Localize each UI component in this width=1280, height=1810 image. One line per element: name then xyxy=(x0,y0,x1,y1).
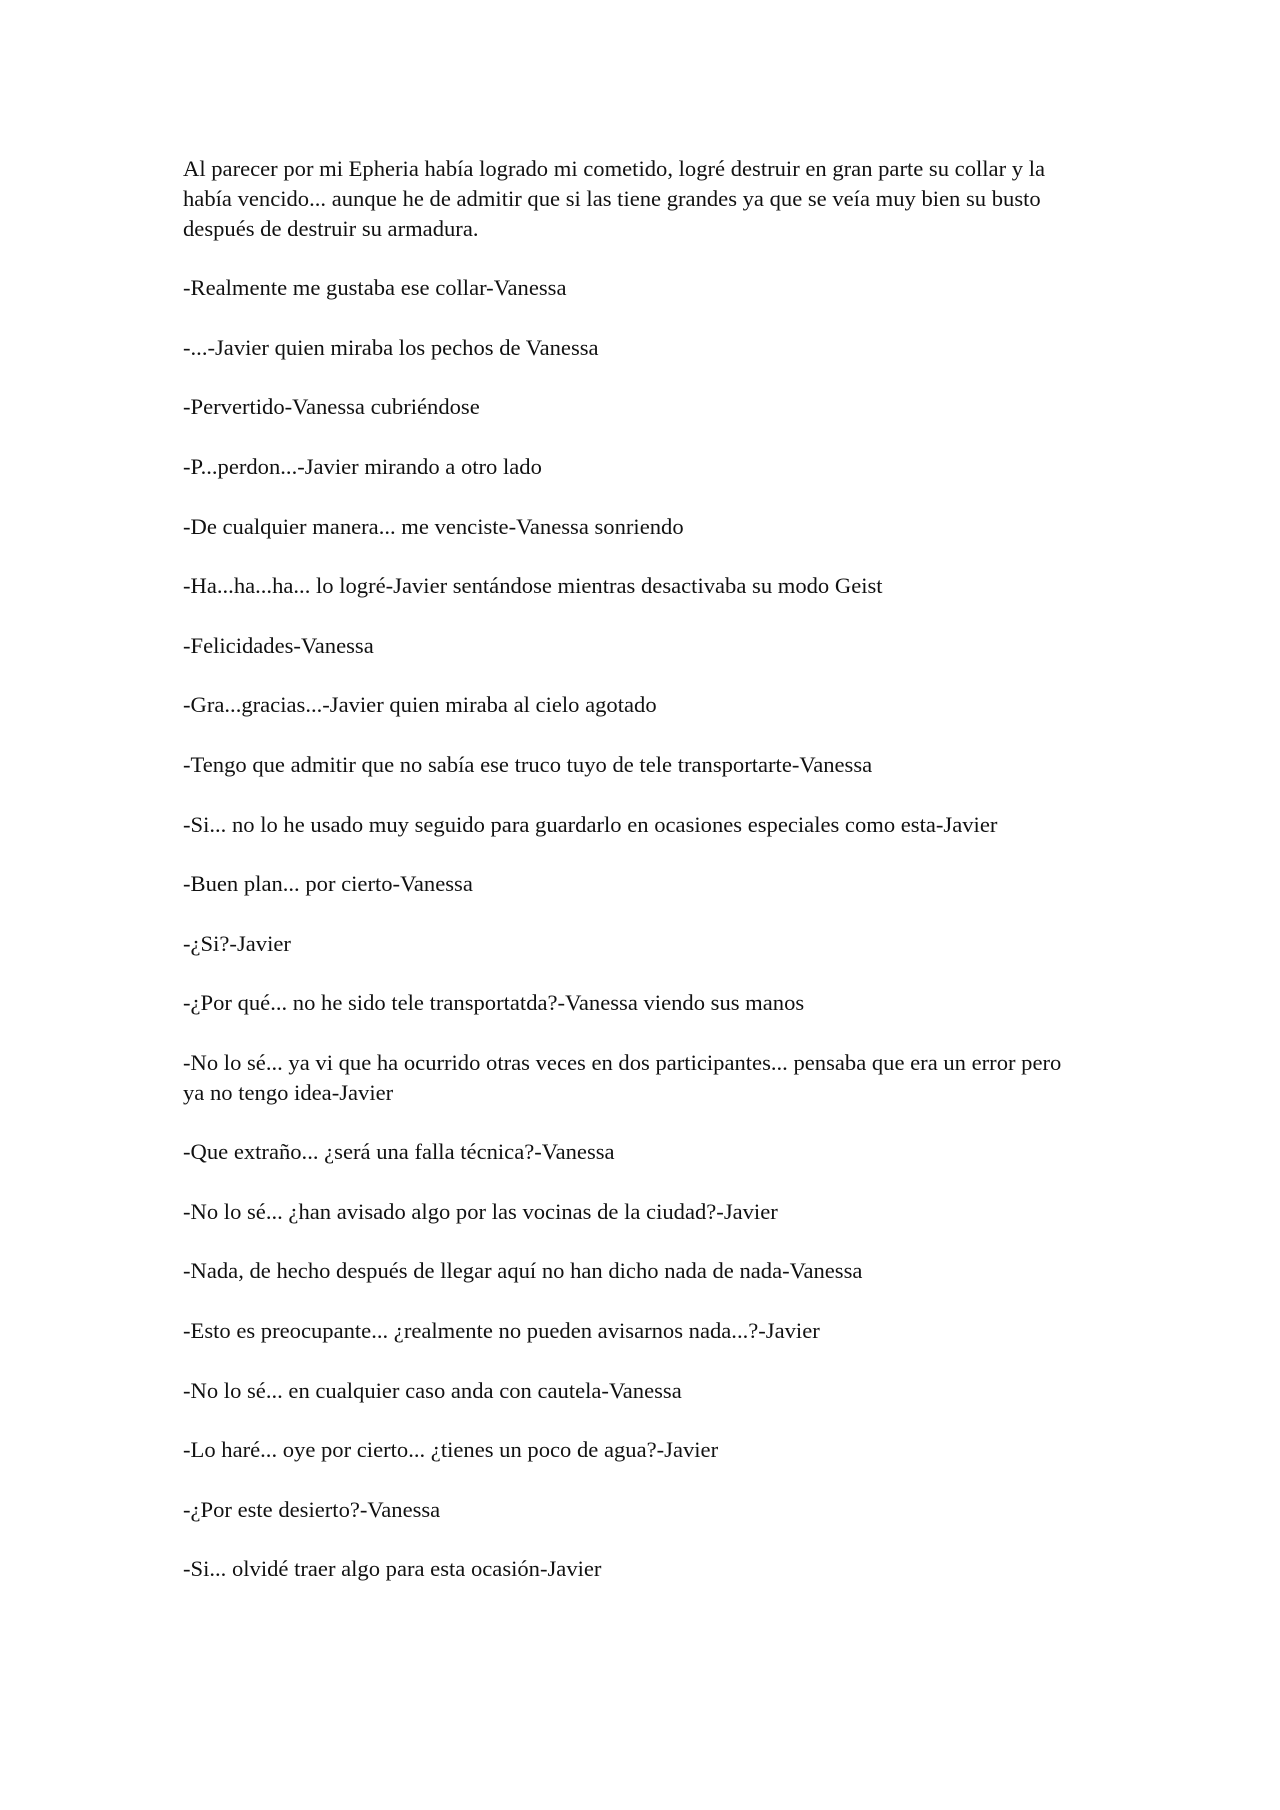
dialogue-line: -Buen plan... por cierto-Vanessa xyxy=(183,871,473,897)
dialogue-line: -Nada, de hecho después de llegar aquí no han dicho nada de nada-Vanessa xyxy=(183,1258,863,1284)
dialogue-line: -Que extraño... ¿será una falla técnica?-Vanessa xyxy=(183,1139,615,1165)
dialogue-line: -¿Si?-Javier xyxy=(183,930,291,956)
dialogue-line: -Lo haré... oye por cierto... ¿tienes un poco de agua?-Javier xyxy=(183,1437,719,1463)
dialogue-line: -Gra...gracias...-Javier quien miraba al cielo agotado xyxy=(183,692,657,718)
dialogue-line: -Esto es preocupante... ¿realmente no pueden avisarnos nada...?-Javier xyxy=(183,1318,820,1344)
dialogue-line: -No lo sé... ya vi que ha ocurrido otras veces en dos participantes... pensaba que era un error pero ya no tengo idea-Javier xyxy=(183,1049,1062,1105)
dialogue-line: -De cualquier manera... me venciste-Vanessa sonriendo xyxy=(183,513,684,539)
dialogue-line: -Realmente me gustaba ese collar-Vanessa xyxy=(183,275,567,301)
dialogue-line: -No lo sé... en cualquier caso anda con cautela-Vanessa xyxy=(183,1377,682,1403)
dialogue-line: -Pervertido-Vanessa cubriéndose xyxy=(183,394,480,420)
dialogue-line: -P...perdon...-Javier mirando a otro lado xyxy=(183,453,542,479)
narrative-paragraph: Al parecer por mi Epheria había logrado mi cometido, logré destruir en gran parte su collar y la había vencido... aunque he de admitir que si las tiene grandes ya que se veía muy bien su busto después de destruir su armadura. xyxy=(183,156,1046,241)
dialogue-line: -¿Por qué... no he sido tele transportatda?-Vanessa viendo sus manos xyxy=(183,990,805,1016)
dialogue-line: -¿Por este desierto?-Vanessa xyxy=(183,1496,441,1522)
dialogue-line: -Si... no lo he usado muy seguido para guardarlo en ocasiones especiales como esta-Javier xyxy=(183,811,998,837)
dialogue-line: -...-Javier quien miraba los pechos de Vanessa xyxy=(183,334,599,360)
dialogue-line: -Si... olvidé traer algo para esta ocasión-Javier xyxy=(183,1556,602,1582)
dialogue-line: -Tengo que admitir que no sabía ese truco tuyo de tele transportarte-Vanessa xyxy=(183,751,873,777)
dialogue-line: -Ha...ha...ha... lo logré-Javier sentándose mientras desactivaba su modo Geist xyxy=(183,573,883,599)
dialogue-line: -Felicidades-Vanessa xyxy=(183,632,374,658)
dialogue-line: -No lo sé... ¿han avisado algo por las vocinas de la ciudad?-Javier xyxy=(183,1198,778,1224)
